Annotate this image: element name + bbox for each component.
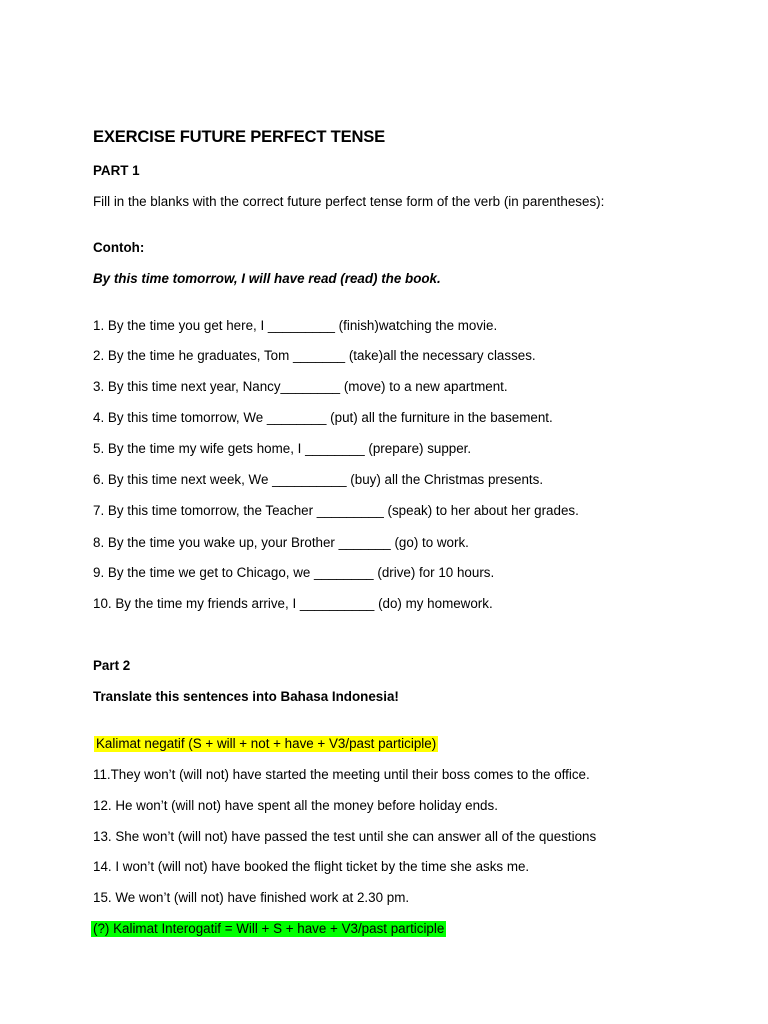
negative-label	[96, 735, 438, 752]
translation-item-15: 15. We won’t (will not) have finished work at 2.30 pm.	[93, 890, 410, 905]
translation-item-11: 11.They won’t (will not) have started the meeting until their boss comes to the office.	[93, 767, 590, 782]
page-title: EXERCISE FUTURE PERFECT TENSE	[93, 127, 386, 146]
exercise-item-7: 7. By this time tomorrow, the Teacher _________ (speak) to her about her grades.	[93, 503, 579, 518]
translation-item-12: 12. He won’t (will not) have spent all the money before holiday ends.	[93, 798, 498, 813]
exercise-item-6: 6. By this time next week, We __________ (buy) all the Christmas presents.	[93, 472, 544, 487]
interrogative-label	[93, 920, 446, 937]
example-sentence: By this time tomorrow, I will have read (read) the book.	[93, 271, 441, 286]
part2-instruction: Translate this sentences into Bahasa Indonesia!	[93, 689, 399, 704]
part2-heading: Part 2	[93, 658, 131, 673]
worksheet-page	[93, 0, 733, 1024]
part1-instruction: Fill in the blanks with the correct future perfect tense form of the verb (in parentheses):	[93, 194, 605, 209]
part1-heading: PART 1	[93, 163, 140, 178]
exercise-item-5: 5. By the time my wife gets home, I ________ (prepare) supper.	[93, 441, 472, 456]
exercise-item-8: 8. By the time you wake up, your Brother _______ (go) to work.	[93, 535, 469, 550]
example-label: Contoh:	[93, 240, 145, 255]
exercise-item-3: 3. By this time next year, Nancy________ (move) to a new apartment.	[93, 379, 508, 394]
translation-item-13: 13. She won’t (will not) have passed the test until she can answer all of the questions	[93, 829, 597, 844]
negative-highlight: Kalimat negatif (S + will + not + have + V3/past participle)	[96, 736, 437, 751]
exercise-item-2: 2. By the time he graduates, Tom _______ (take)all the necessary classes.	[93, 348, 536, 363]
exercise-item-10: 10. By the time my friends arrive, I __________ (do) my homework.	[93, 596, 493, 611]
interrogative-highlight: (?) Kalimat Interogatif = Will + S + have + V3/past participle	[93, 921, 445, 936]
exercise-item-9: 9. By the time we get to Chicago, we ________ (drive) for 10 hours.	[93, 565, 495, 580]
translation-item-14: 14. I won’t (will not) have booked the flight ticket by the time she asks me.	[93, 859, 530, 874]
exercise-item-1: 1. By the time you get here, I _________ (finish)watching the movie.	[93, 318, 498, 333]
exercise-item-4: 4. By this time tomorrow, We ________ (put) all the furniture in the basement.	[93, 410, 553, 425]
